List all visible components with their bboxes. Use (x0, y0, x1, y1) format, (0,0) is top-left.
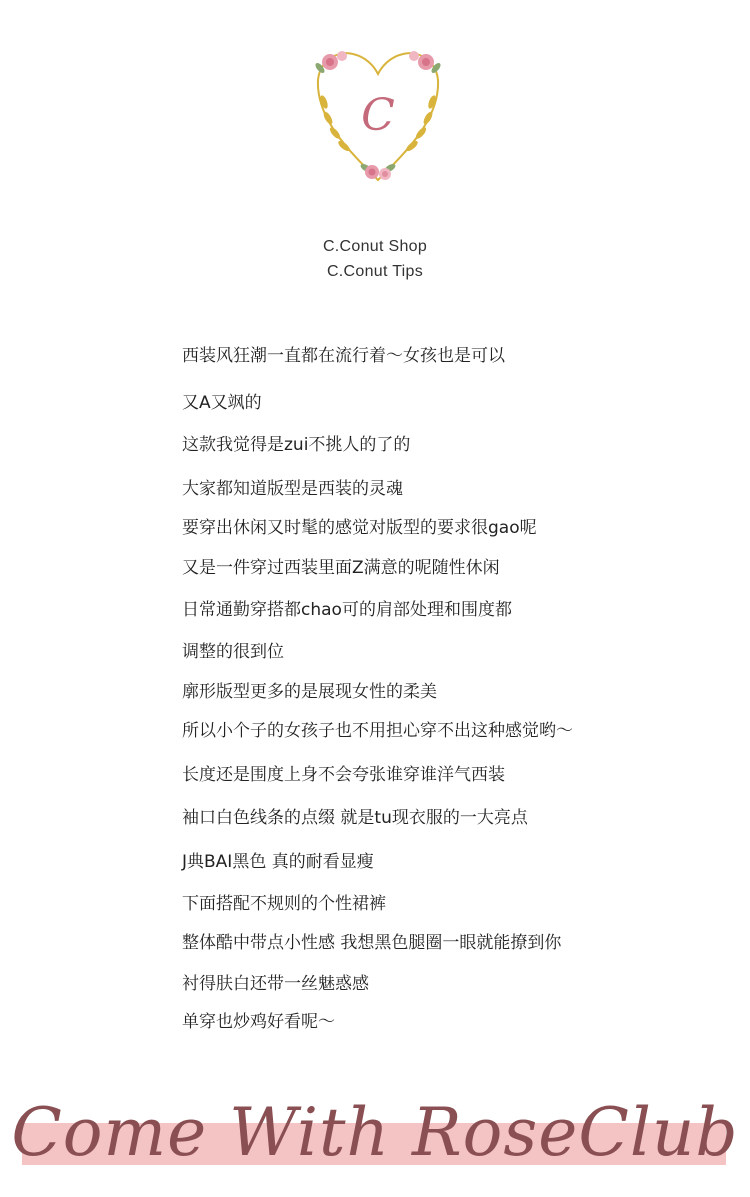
description-line: 大家都知道版型是西装的灵魂 (182, 479, 403, 499)
description-line: 廓形版型更多的是展现女性的柔美 (182, 682, 437, 702)
description-line: 袖口白色线条的点缀 就是tu现衣服的一大亮点 (182, 808, 528, 828)
shop-titles (0, 234, 750, 284)
description-line: 又是一件穿过西装里面Z满意的呢随性休闲 (182, 558, 500, 578)
description-line: 又A又飒的 (182, 393, 262, 413)
description-line: J典BAI黑色 真的耐看显瘦 (182, 852, 374, 872)
logo (308, 40, 448, 195)
description-line: 下面搭配不规则的个性裙裤 (182, 894, 386, 914)
description-line: 长度还是围度上身不会夸张谁穿谁洋气西装 (182, 765, 505, 785)
description-line: 这款我觉得是zui不挑人的了的 (182, 435, 411, 455)
description-line: 所以小个子的女孩子也不用担心穿不出这种感觉哟～ (182, 721, 573, 741)
shop-tips: C.Conut Tips (326, 263, 424, 280)
description-line: 西装风狂潮一直都在流行着～女孩也是可以 (182, 346, 505, 366)
description-line: 整体酷中带点小性感 我想黑色腿圈一眼就能撩到你 (182, 933, 562, 953)
description-line: 日常通勤穿搭都chao可的肩部处理和围度都 (182, 600, 512, 620)
description-line: 调整的很到位 (182, 642, 284, 662)
description-line: 要穿出休闲又时髦的感觉对版型的要求很gao呢 (182, 518, 537, 538)
monogram: C (361, 90, 395, 141)
description-line: 衬得肤白还带一丝魅惑感 (182, 974, 369, 994)
description-line: 单穿也炒鸡好看呢～ (182, 1012, 335, 1032)
shop-name: C.Conut Shop (322, 238, 428, 255)
heart-wreath-icon (308, 40, 448, 195)
banner-slogan: Come With RoseClub (11, 1094, 739, 1171)
